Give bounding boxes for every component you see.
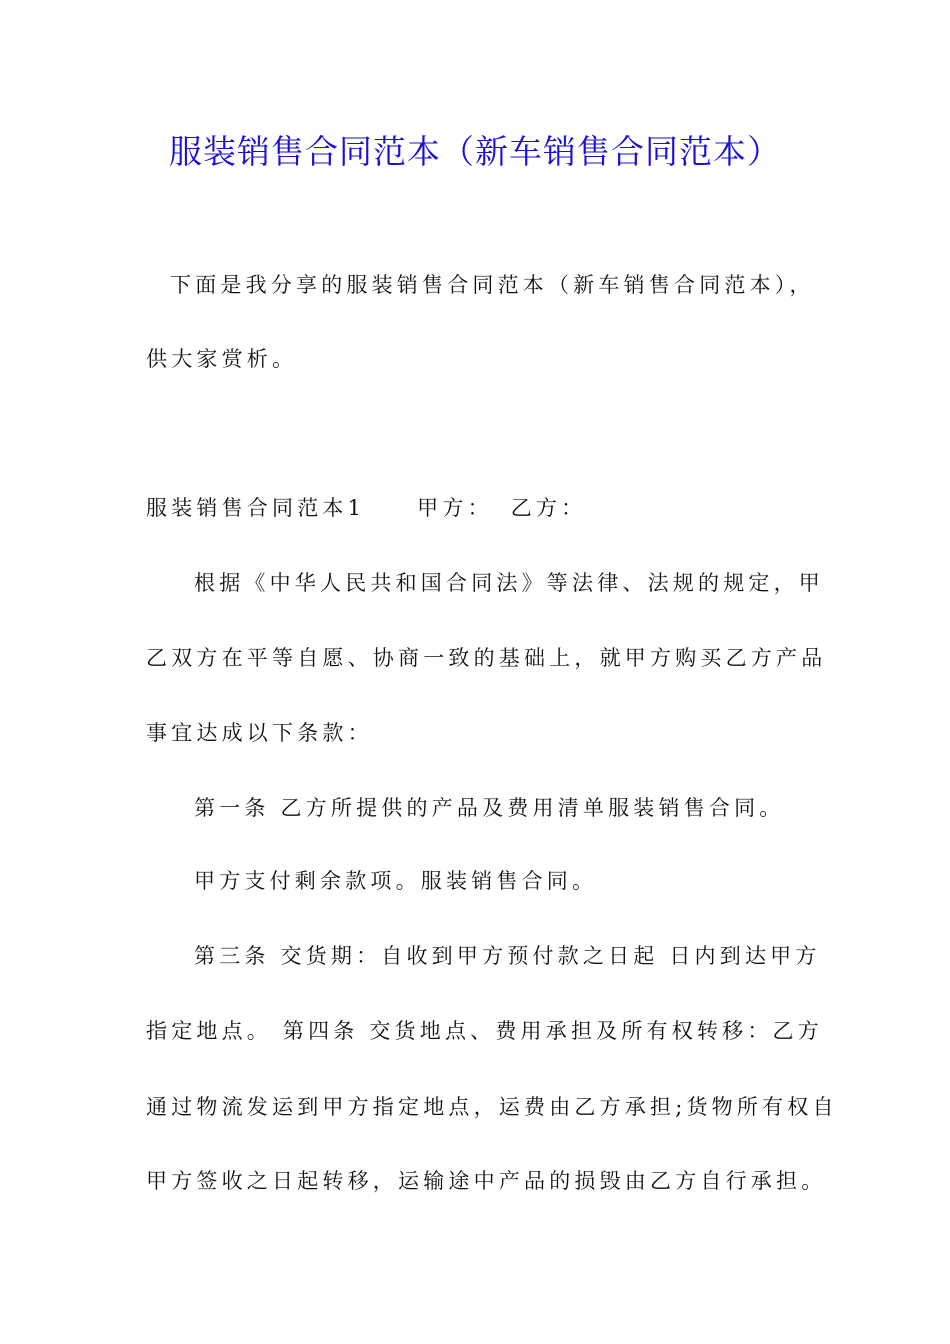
intro-line-1: 下面是我分享的服装销售合同范本（新车销售合同范本）， (170, 273, 815, 297)
clause-preamble-line-2: 乙双方在平等自愿、协商一致的基础上，就甲方购买乙方产品 (146, 646, 827, 670)
payment-line-1: 甲方支付剩余款项。服装销售合同。 (194, 869, 598, 893)
intro-line-2: 供大家赏析。 (146, 347, 298, 371)
clause-3-line-3: 通过物流发运到甲方指定地点，运费由乙方承担;货物所有权自 (146, 1095, 838, 1119)
clause-3-line-4: 甲方签收之日起转移，运输途中产品的损毁由乙方自行承担。 (146, 1169, 827, 1193)
clause-3-line-1: 第三条 交货期：自收到甲方预付款之日起 日内到达甲方 (194, 944, 821, 968)
party-a-label: 甲方： (417, 496, 493, 520)
clause-preamble-line-1: 根据《中华人民共和国合同法》等法律、法规的规定，甲 (194, 571, 824, 595)
clause-preamble-line-3: 事宜达成以下条款： (146, 721, 373, 745)
contract-heading (146, 493, 806, 523)
document-title: 服装销售合同范本（新车销售合同范本） (169, 132, 781, 171)
clause-1-line-1: 第一条 乙方所提供的产品及费用清单服装销售合同。 (194, 796, 785, 820)
clause-3-line-2: 指定地点。 第四条 交货地点、费用承担及所有权转移：乙方 (146, 1019, 823, 1043)
party-b-label: 乙方： (510, 496, 587, 520)
contract-name: 服装销售合同范本1 (146, 496, 366, 520)
